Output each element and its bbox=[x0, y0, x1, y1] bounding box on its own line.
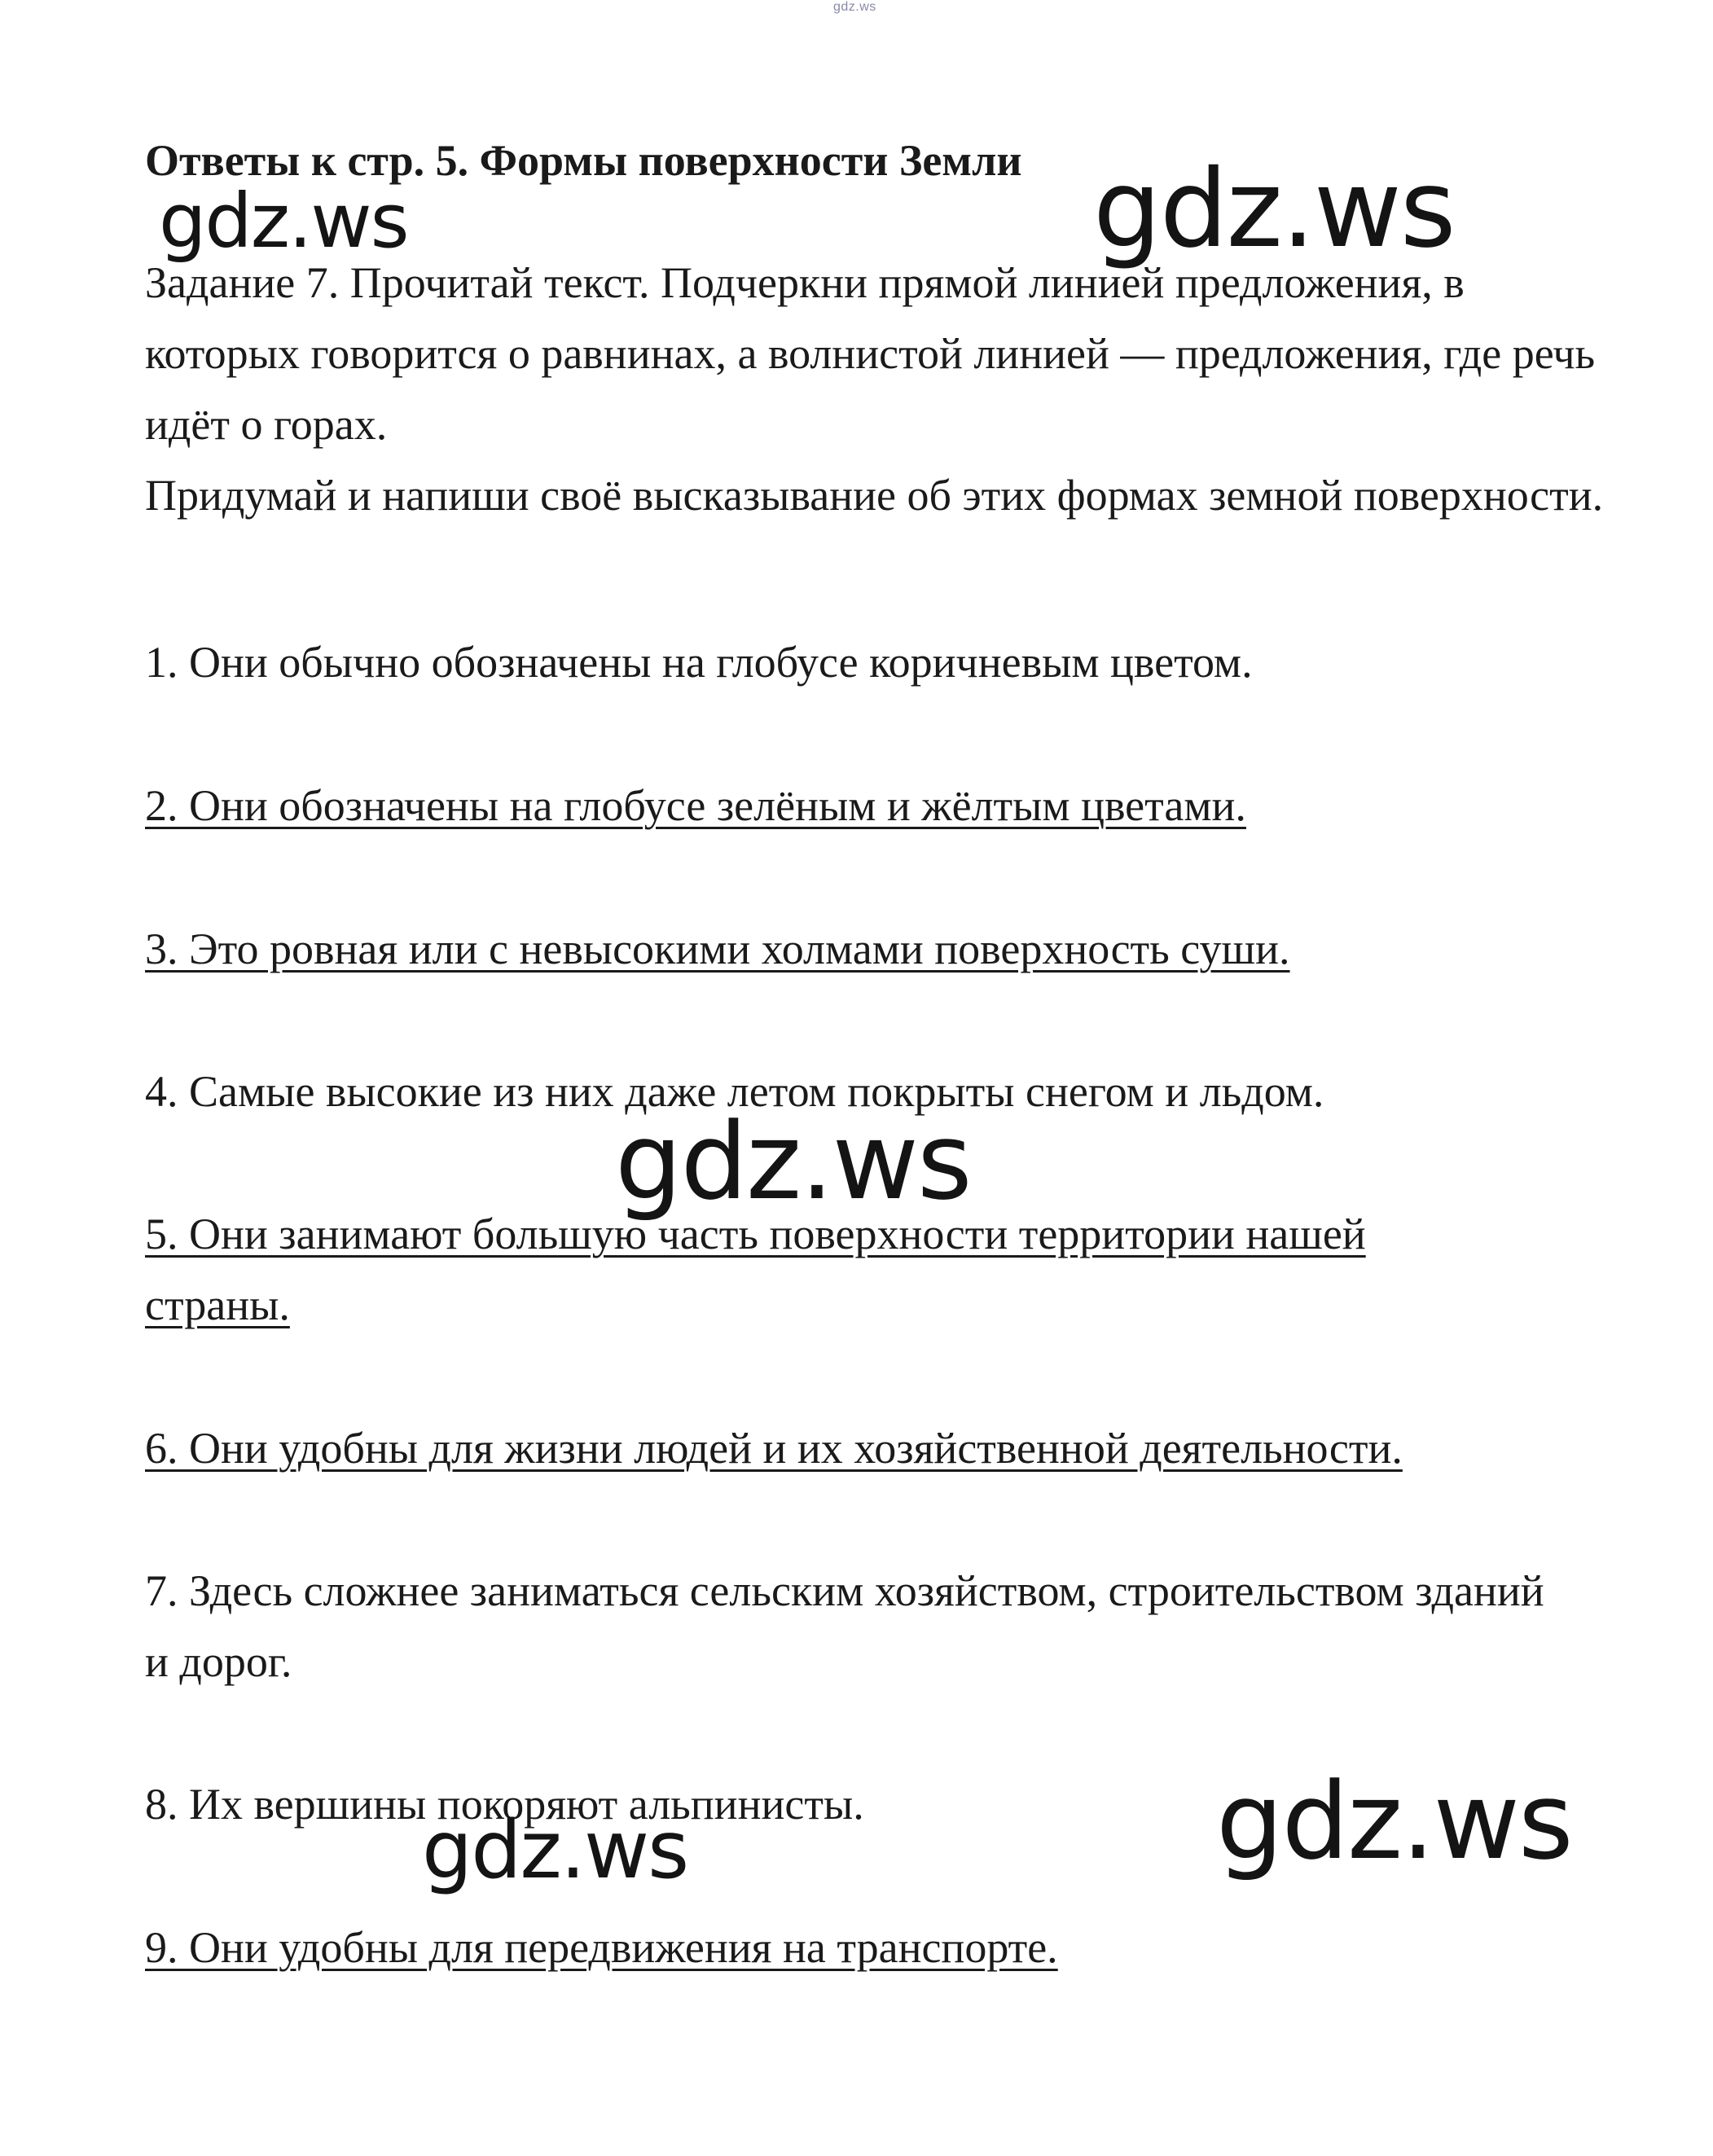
answer-item-text: 5. Они занимают большую часть поверхности территории нашей страны. bbox=[145, 1210, 1366, 1329]
answer-item-7 bbox=[145, 1556, 1546, 1697]
page-title: Ответы к стр. 5. Формы поверхности Земли bbox=[145, 136, 1022, 185]
answer-item-6 bbox=[145, 1413, 1579, 1484]
answer-item-1 bbox=[145, 627, 1579, 698]
watermark-1: gdz.ws bbox=[159, 178, 408, 265]
answer-item-2 bbox=[145, 771, 1579, 841]
header-watermark: gdz.ws bbox=[833, 0, 876, 14]
watermark-5: gdz.ws bbox=[422, 1804, 688, 1897]
answer-item-9 bbox=[145, 1912, 1579, 1983]
watermark-2: gdz.ws bbox=[1093, 147, 1455, 272]
task-paragraph-1: Задание 7. Прочитай текст. Подчеркни прямой линией предложения, в которых говорится о равнинах, а волнистой линией — предложения, где речь идёт о горах. bbox=[145, 258, 1596, 449]
answer-item-text: 4. Самые высокие из них даже летом покрыты снегом и льдом. bbox=[145, 1067, 1324, 1116]
answer-item-text: 2. Они обозначены на глобусе зелёным и жёлтым цветами. bbox=[145, 781, 1246, 830]
watermark-3: gdz.ws bbox=[615, 1100, 971, 1223]
answer-item-text: 9. Они удобны для передвижения на транспорте. bbox=[145, 1923, 1058, 1972]
answer-item-text: 3. Это ровная или с невысокими холмами поверхность суши. bbox=[145, 924, 1290, 973]
answer-item-text: 1. Они обычно обозначены на глобусе коричневым цветом. bbox=[145, 638, 1253, 687]
answer-item-3 bbox=[145, 914, 1579, 985]
task-paragraph-2: Придумай и напиши своё высказывание об этих формах земной поверхности. bbox=[145, 471, 1604, 520]
task-instructions bbox=[145, 248, 1611, 531]
watermark-4: gdz.ws bbox=[1216, 1759, 1572, 1883]
answer-item-text: 6. Они удобны для жизни людей и их хозяйственной деятельности. bbox=[145, 1424, 1403, 1473]
answer-item-text: 7. Здесь сложнее заниматься сельским хозяйством, строительством зданий и дорог. bbox=[145, 1566, 1544, 1686]
answer-item-text: 8. Их вершины покоряют альпинисты. bbox=[145, 1780, 864, 1829]
